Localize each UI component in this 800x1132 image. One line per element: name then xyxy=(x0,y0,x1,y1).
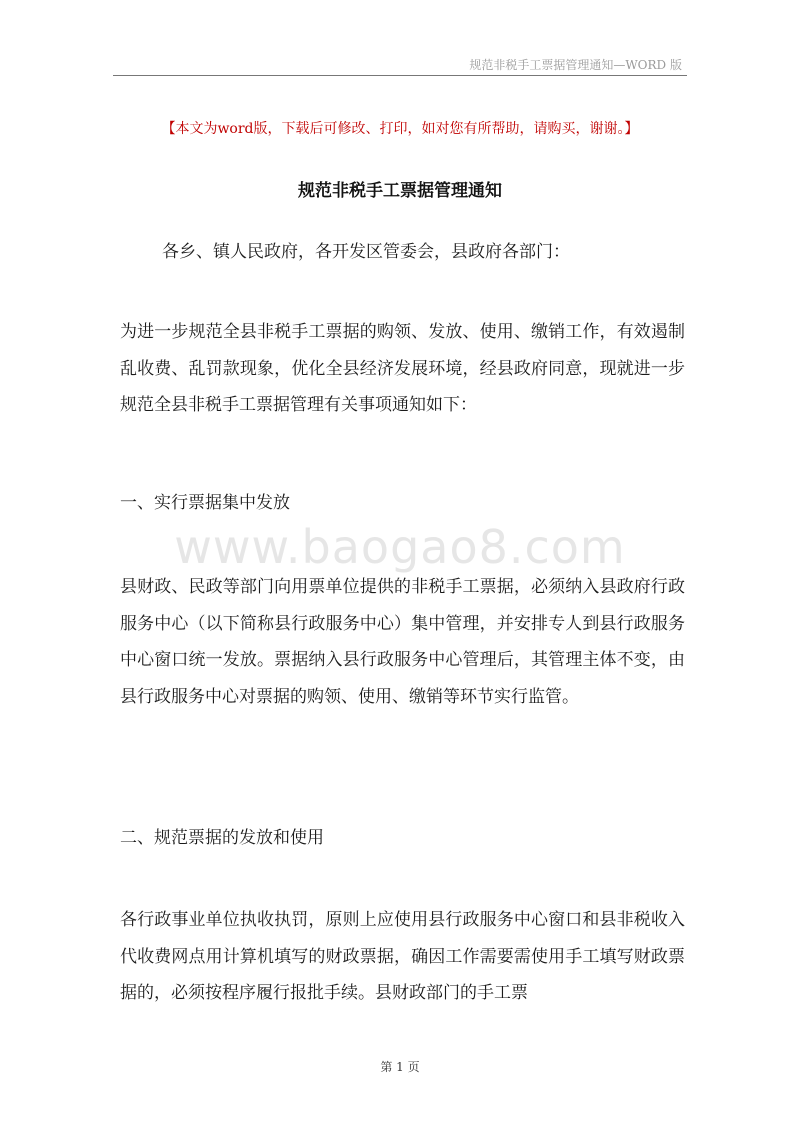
header-divider xyxy=(113,75,687,76)
watermark: www.baogao8.com xyxy=(174,520,626,574)
salutation: 各乡、镇人民政府，各开发区管委会，县政府各部门： xyxy=(162,242,570,262)
section-2-body: 各行政事业单位执收执罚，原则上应使用县行政服务中心窗口和县非税收入代收费网点用计算机填写的财政票据，确因工作需要需使用手工填写财政票据的，必须按程序履行报批手续。县财政部门的手工票 xyxy=(120,910,685,1003)
document-title: 规范非税手工票据管理通知 xyxy=(298,181,502,201)
section-1-heading: 一、实行票据集中发放 xyxy=(120,493,290,513)
section-1-body: 县财政、民政等部门向用票单位提供的非税手工票据，必须纳入县政府行政服务中心（以下简称县行政服务中心）集中管理，并安排专人到县行政服务中心窗口统一发放。票据纳入县行政服务中心管理后，其管理主体不变，由县行政服务中心对票据的购领、使用、缴销等环节实行监管。 xyxy=(120,577,685,707)
intro-paragraph: 为进一步规范全县非税手工票据的购领、发放、使用、缴销工作，有效遏制乱收费、乱罚款现象，优化全县经济发展环境，经县政府同意，现就进一步规范全县非税手工票据管理有关事项通知如下： xyxy=(120,322,685,415)
section-2-heading: 二、规范票据的发放和使用 xyxy=(120,828,324,848)
running-header: 规范非税手工票据管理通知—WORD 版 xyxy=(469,58,682,72)
page-number: 第 1 页 xyxy=(380,1060,420,1074)
purchase-notice: 【本文为word版，下载后可修改、打印，如对您有所帮助，请购买，谢谢。】 xyxy=(161,121,639,137)
